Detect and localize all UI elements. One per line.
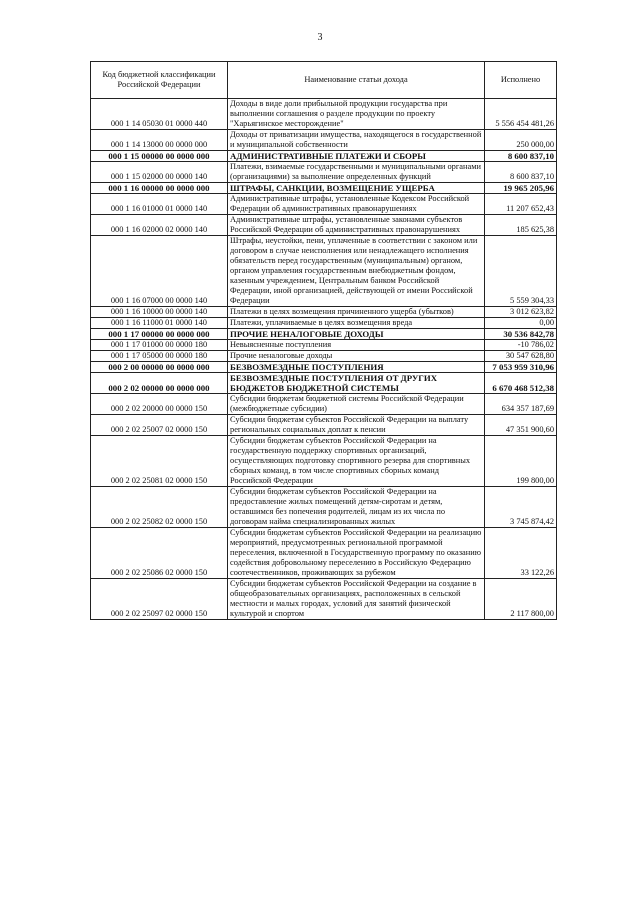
table-row	[91, 183, 557, 194]
row-code: 000 1 15 00000 00 0000 000	[91, 151, 228, 162]
row-amount: 0,00	[485, 318, 557, 329]
row-amount: 5 559 304,33	[485, 236, 557, 307]
row-name: Административные штрафы, установленные Кодексом Российской Федерации об административных правонарушениях	[228, 194, 485, 215]
row-code: 000 1 16 00000 00 0000 000	[91, 183, 228, 194]
row-code: 000 1 16 10000 00 0000 140	[91, 307, 228, 318]
row-name: Прочие неналоговые доходы	[228, 351, 485, 362]
row-amount: 250 000,00	[485, 130, 557, 151]
table-row	[91, 351, 557, 362]
row-amount: 30 547 628,80	[485, 351, 557, 362]
row-code: 000 1 16 01000 01 0000 140	[91, 194, 228, 215]
row-amount: 5 556 454 481,26	[485, 99, 557, 130]
row-code: 000 1 16 02000 02 0000 140	[91, 215, 228, 236]
row-code: 000 1 14 13000 00 0000 000	[91, 130, 228, 151]
table-row	[91, 436, 557, 487]
row-name: ШТРАФЫ, САНКЦИИ, ВОЗМЕЩЕНИЕ УЩЕРБА	[228, 183, 485, 194]
table-row	[91, 579, 557, 620]
row-code: 000 2 02 25097 02 0000 150	[91, 579, 228, 620]
table-body	[91, 99, 557, 620]
row-name: БЕЗВОЗМЕЗДНЫЕ ПОСТУПЛЕНИЯ	[228, 362, 485, 373]
row-amount: 47 351 900,60	[485, 415, 557, 436]
table-row	[91, 487, 557, 528]
row-name: Административные штрафы, установленные законами субъектов Российской Федерации об административных правонарушениях	[228, 215, 485, 236]
row-name: Платежи в целях возмещения причиненного ущерба (убытков)	[228, 307, 485, 318]
table-row	[91, 362, 557, 373]
row-name: АДМИНИСТРАТИВНЫЕ ПЛАТЕЖИ И СБОРЫ	[228, 151, 485, 162]
table-row	[91, 162, 557, 183]
row-amount: 19 965 205,96	[485, 183, 557, 194]
row-code: 000 1 17 05000 00 0000 180	[91, 351, 228, 362]
table-row	[91, 394, 557, 415]
header-name: Наименование статьи дохода	[228, 62, 485, 99]
table-row	[91, 415, 557, 436]
table-row	[91, 236, 557, 307]
row-name: Субсидии бюджетам субъектов Российской Федерации на предоставление жилых помещений детям-сиротам и детям, оставшимся без попечения родителей, лицам из их числа по договорам найма специализированных жилых	[228, 487, 485, 528]
row-name: Штрафы, неустойки, пени, уплаченные в соответствии с законом или договором в случае неисполнения или ненадлежащего исполнения обязательств перед государственным (муниципальным) органом, органом управления государственным внебюджетным фондом, казенным учреждением, Центральным банком Российской Федерации, иной организацией, действующей от имени Российской Федерации	[228, 236, 485, 307]
row-name: Платежи, уплачиваемые в целях возмещения вреда	[228, 318, 485, 329]
row-amount: 7 053 959 310,96	[485, 362, 557, 373]
table-row	[91, 329, 557, 340]
page-number: 3	[317, 32, 323, 43]
row-name: Субсидии бюджетам субъектов Российской Федерации на выплату региональных социальных доплат к пенсии	[228, 415, 485, 436]
row-code: 000 1 14 05030 01 0000 440	[91, 99, 228, 130]
row-name: Субсидии бюджетам субъектов Российской Федерации на государственную поддержку спортивных организаций, осуществляющих подготовку спортивного резерва для спортивных сборных команд, в том числе спортивных сборных команд Российской Федерации	[228, 436, 485, 487]
table-row	[91, 194, 557, 215]
row-amount: 185 625,38	[485, 215, 557, 236]
row-code: 000 2 02 25081 02 0000 150	[91, 436, 228, 487]
table-row	[91, 340, 557, 351]
row-amount: 3 745 874,42	[485, 487, 557, 528]
row-amount: 3 012 623,82	[485, 307, 557, 318]
row-amount: 8 600 837,10	[485, 162, 557, 183]
row-name: Невыясненные поступления	[228, 340, 485, 351]
table-row	[91, 373, 557, 394]
row-name: Субсидии бюджетам субъектов Российской Федерации на реализацию мероприятий, предусмотренных региональной программой переселения, включенной в Государственную программу по оказанию содействия добровольному переселению в Российскую Федерацию соотечественников, проживающих за рубежом	[228, 528, 485, 579]
row-code: 000 1 17 01000 00 0000 180	[91, 340, 228, 351]
table-row	[91, 318, 557, 329]
row-name: Субсидии бюджетам субъектов Российской Федерации на создание в общеобразовательных организациях, расположенных в сельской местности и малых городах, условий для занятий физической культурой и спортом	[228, 579, 485, 620]
row-code: 000 2 02 25007 02 0000 150	[91, 415, 228, 436]
header-code: Код бюджетной классификации Российской Федерации	[91, 62, 228, 99]
row-amount: 634 357 187,69	[485, 394, 557, 415]
row-name: БЕЗВОЗМЕЗДНЫЕ ПОСТУПЛЕНИЯ ОТ ДРУГИХ БЮДЖЕТОВ БЮДЖЕТНОЙ СИСТЕМЫ	[228, 373, 485, 394]
row-code: 000 1 16 11000 01 0000 140	[91, 318, 228, 329]
row-code: 000 2 02 25082 02 0000 150	[91, 487, 228, 528]
row-amount: 6 670 468 512,38	[485, 373, 557, 394]
revenue-table	[90, 61, 557, 620]
table-row	[91, 151, 557, 162]
row-amount: 33 122,26	[485, 528, 557, 579]
row-name: Субсидии бюджетам бюджетной системы Российской Федерации (межбюджетные субсидии)	[228, 394, 485, 415]
row-amount: 199 800,00	[485, 436, 557, 487]
row-name: Доходы от приватизации имущества, находящегося в государственной и муниципальной собственности	[228, 130, 485, 151]
header-amount: Исполнено	[485, 62, 557, 99]
row-code: 000 2 02 20000 00 0000 150	[91, 394, 228, 415]
row-name: Доходы в виде доли прибыльной продукции государства при выполнении соглашения о разделе продукции по проекту "Харьягинское месторождение"	[228, 99, 485, 130]
table-row	[91, 307, 557, 318]
table-header-row	[91, 62, 557, 99]
row-code: 000 2 02 00000 00 0000 000	[91, 373, 228, 394]
row-amount: 30 536 842,78	[485, 329, 557, 340]
row-code: 000 1 15 02000 00 0000 140	[91, 162, 228, 183]
table-row	[91, 215, 557, 236]
row-name: ПРОЧИЕ НЕНАЛОГОВЫЕ ДОХОДЫ	[228, 329, 485, 340]
row-name: Платежи, взимаемые государственными и муниципальными органами (организациями) за выполнение определенных функций	[228, 162, 485, 183]
row-code: 000 1 16 07000 00 0000 140	[91, 236, 228, 307]
row-code: 000 1 17 00000 00 0000 000	[91, 329, 228, 340]
table-row	[91, 528, 557, 579]
row-amount: 8 600 837,10	[485, 151, 557, 162]
table-row	[91, 99, 557, 130]
row-amount: -10 786,02	[485, 340, 557, 351]
row-code: 000 2 02 25086 02 0000 150	[91, 528, 228, 579]
row-code: 000 2 00 00000 00 0000 000	[91, 362, 228, 373]
row-amount: 11 207 652,43	[485, 194, 557, 215]
row-amount: 2 117 800,00	[485, 579, 557, 620]
table-row	[91, 130, 557, 151]
